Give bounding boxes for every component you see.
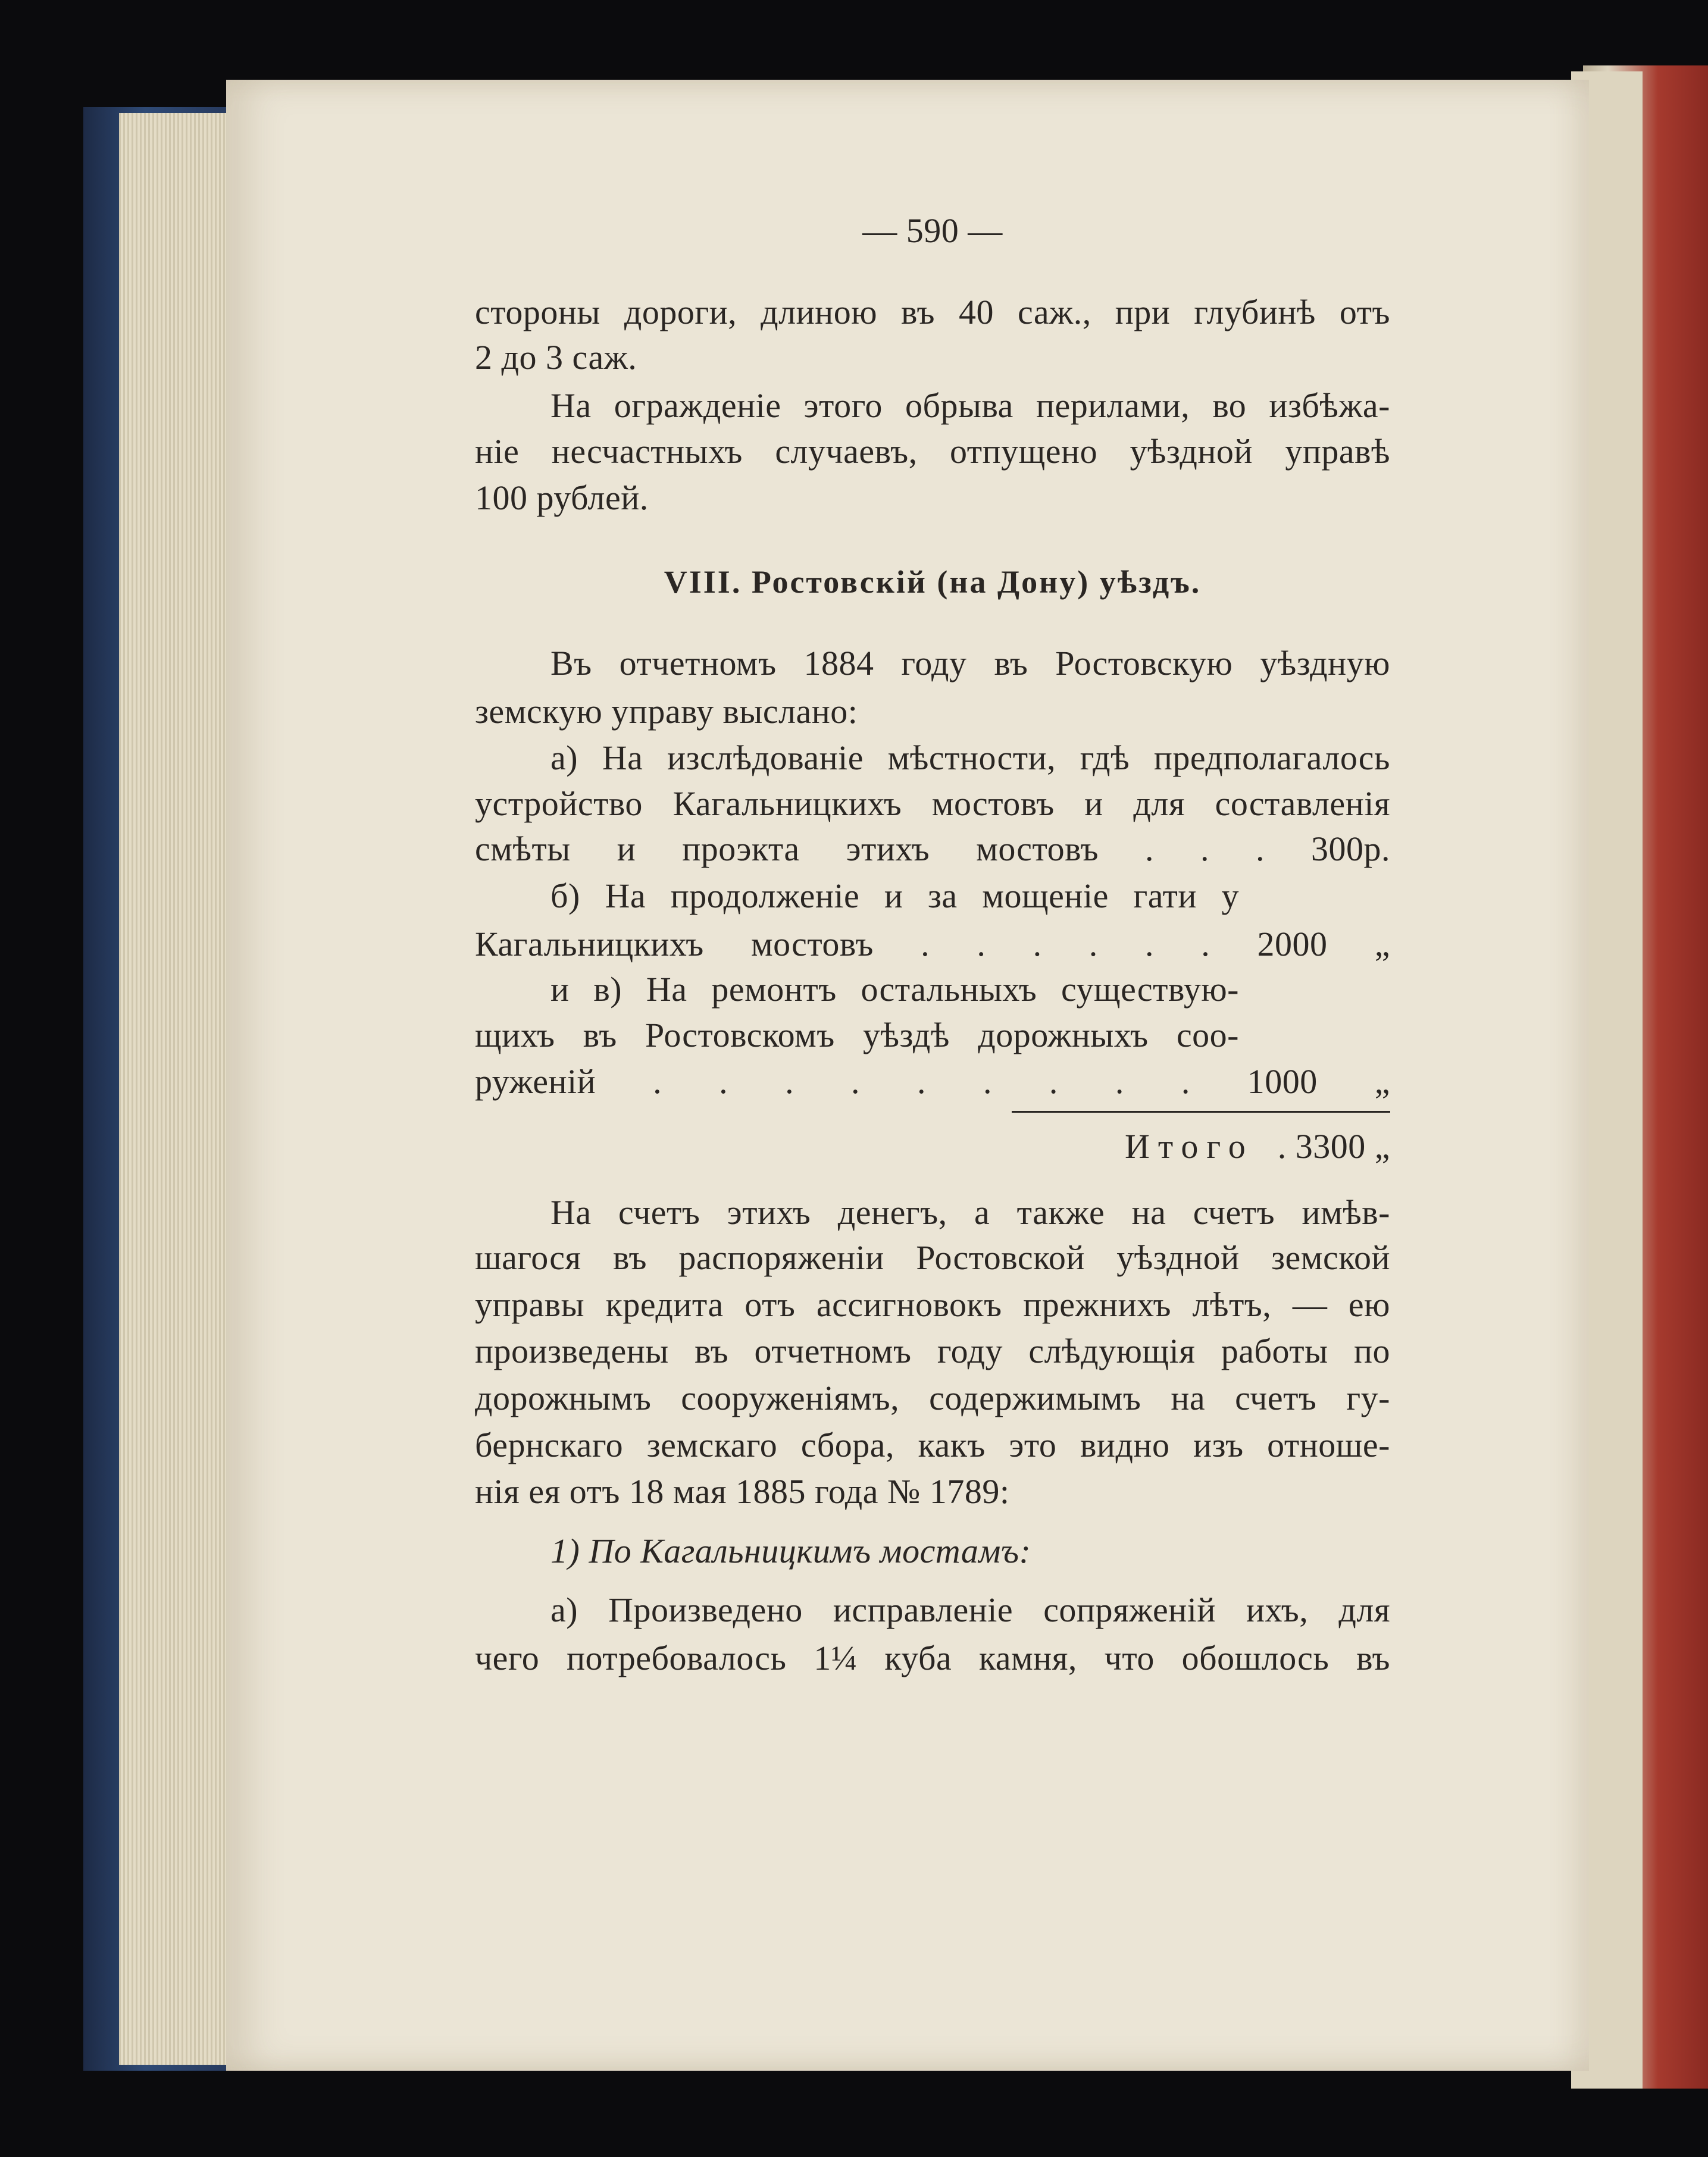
text-line: На счетъ этихъ денегъ, а также на счетъ имѣв- [550,1193,1390,1232]
text-line: б) На продолженіе и за мощеніе гати у [550,876,1239,915]
text-line: Въ отчетномъ 1884 году въ Ростовскую уѣздную [550,644,1390,683]
section-heading: VIII. Ростовскій (на Дону) уѣздъ. [664,564,1202,600]
text-line: щихъ въ Ростовскомъ уѣздѣ дорожныхъ соо- [475,1016,1239,1054]
text-line: 2 до 3 саж. [475,338,637,377]
text-line: На огражденіе этого обрыва перилами, во избѣжа- [550,386,1390,425]
text-line: дорожнымъ сооруженіямъ, содержимымъ на счетъ гу- [475,1379,1390,1417]
text-line: шагося въ распоряженіи Ростовской уѣздной земской [475,1238,1390,1277]
text-line: земскую управу выслано: [475,692,858,731]
text-line: чего потребовалось 1¼ куба камня, что обошлось въ [475,1639,1390,1677]
text-line: устройство Кагальницкихъ мостовъ и для составленія [475,784,1390,823]
subheading: 1) По Кагальницкимъ мостамъ: [550,1532,1031,1570]
text-line: бернскаго земскаго сбора, какъ это видно изъ отноше- [475,1426,1390,1464]
page-number: — 590 — [862,211,1003,250]
text-line: 100 рублей. [475,478,649,517]
total-label: Итого [1124,1127,1254,1166]
text-line: и в) На ремонтъ остальныхъ существую- [550,970,1239,1009]
text-line: а) Произведено исправленіе сопряженій ихъ, для [550,1591,1390,1629]
text-line: произведены въ отчетномъ году слѣдующія работы по [475,1332,1390,1370]
text-line: руженій . . . . . . . . . 1000 „ [475,1062,1390,1101]
total-line [475,1126,1390,1167]
text-line: Кагальницкихъ мостовъ . . . . . . 2000 „ [475,925,1390,963]
text-line: ніе несчастныхъ случаевъ, отпущено уѣздной управѣ [475,432,1390,471]
text-line: стороны дороги, длиною въ 40 саж., при глубинѣ отъ [475,293,1390,331]
sum-rule [1012,1111,1390,1113]
text-line: нія ея отъ 18 мая 1885 года № 1789: [475,1472,1010,1511]
text-line: управы кредита отъ ассигновокъ прежнихъ лѣтъ, — ею [475,1285,1390,1324]
total-value: . 3300 „ [1277,1127,1390,1166]
text-line: а) На изслѣдованіе мѣстности, гдѣ предполагалось [550,738,1390,777]
page-edges [119,113,238,2065]
text-line: смѣты и проэкта этихъ мостовъ . . . 300р. [475,829,1390,868]
